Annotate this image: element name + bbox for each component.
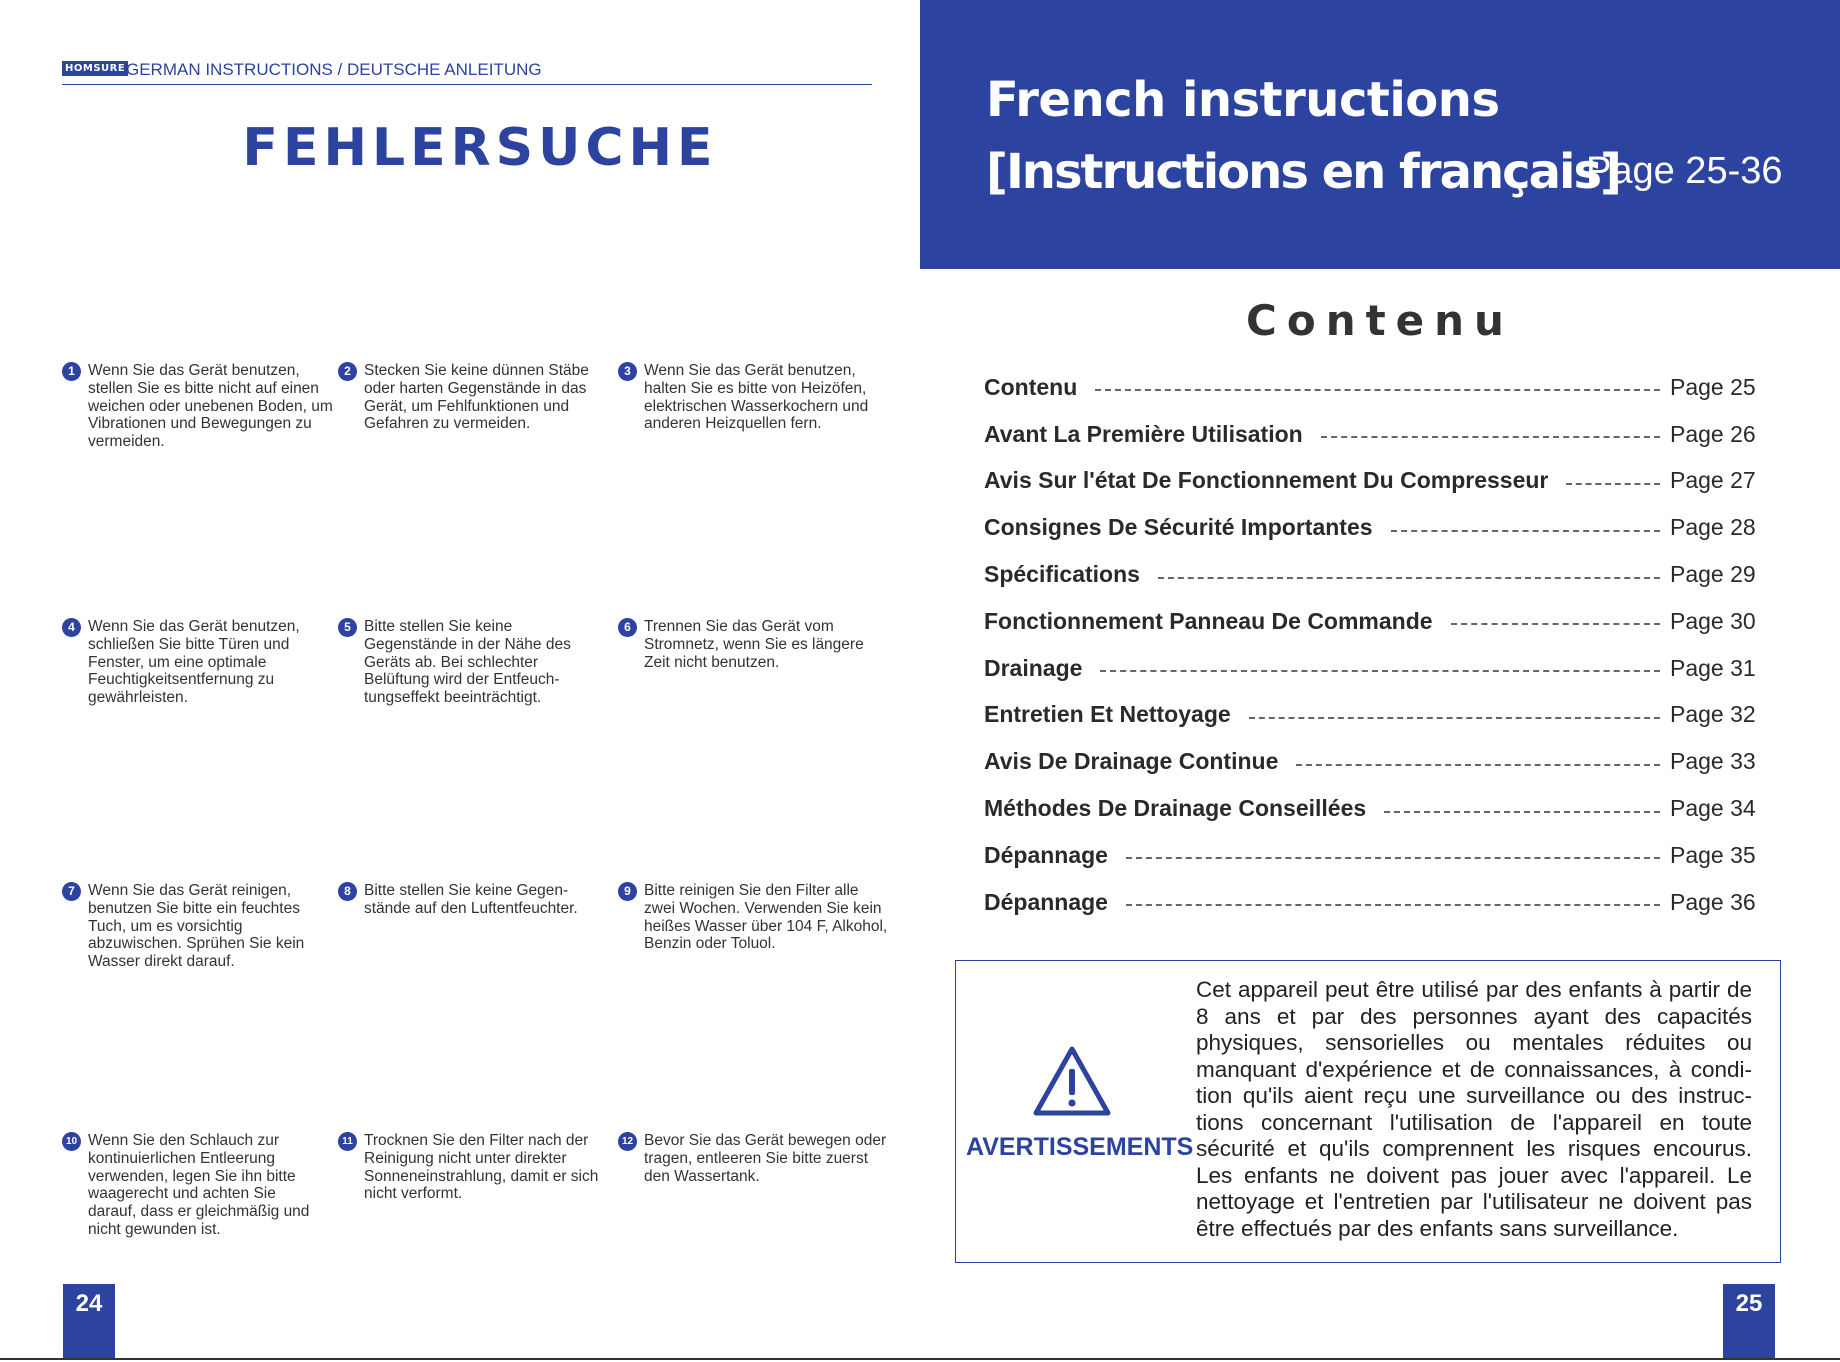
number-badge: 5 — [338, 618, 357, 637]
toc-page: Page 36 — [1670, 888, 1756, 915]
tip-text: Wenn Sie das Gerät benutzen, stellen Sie es bitte nicht auf einen weichen oder unebenen Boden, um Vibrationen und Bewegungen zu vermeiden. — [88, 362, 333, 451]
number-badge: 1 — [62, 362, 81, 381]
toc-label: Méthodes De Drainage Conseillées — [984, 795, 1367, 822]
toc-label: Contenu — [984, 373, 1078, 400]
toc-label: Fonctionnement Panneau De Commande — [984, 607, 1433, 634]
banner-title: French instructions — [986, 72, 1500, 128]
toc-entry[interactable] — [984, 645, 1756, 692]
page-title: FEHLERSUCHE — [242, 118, 718, 178]
tip-text: Bitte reinigen Sie den Filter alle zwei Wochen. Verwenden Sie kein heißes Wasser über 104 F, Alkohol, Benzin oder Toluol. — [644, 882, 888, 953]
tip-item — [62, 618, 324, 707]
toc-page: Page 28 — [1670, 514, 1756, 541]
toc-entry[interactable] — [984, 551, 1756, 598]
tip-item — [618, 882, 890, 953]
tip-text: Trennen Sie das Gerät vom Stromnetz, wenn Sie es längere Zeit nicht benutzen. — [644, 618, 864, 671]
tip-item — [338, 618, 588, 707]
toc-entry[interactable] — [984, 879, 1756, 926]
right-page — [920, 0, 1840, 1362]
toc-leader — [1095, 389, 1660, 391]
toc-label: Avant La Première Utilisation — [984, 420, 1303, 447]
toc-entry[interactable] — [984, 832, 1756, 879]
tip-item — [338, 362, 606, 433]
toc-page: Page 25 — [1670, 373, 1756, 400]
toc-title: Contenu — [1246, 296, 1514, 345]
banner-page-range: Page 25-36 — [1586, 150, 1783, 192]
tip-text: Wenn Sie das Gerät benutzen, halten Sie es bitte von Heizöfen, elektrischen Wasserkochern und anderen Heizquellen fern. — [644, 362, 869, 433]
toc-entry[interactable] — [984, 738, 1756, 785]
banner-subtitle: [Instructions en français] — [986, 144, 1620, 200]
toc-page: Page 30 — [1670, 607, 1756, 634]
number-badge: 4 — [62, 618, 81, 637]
tip-item — [338, 882, 610, 918]
number-badge: 10 — [62, 1132, 81, 1151]
warning-triangle-icon — [1032, 1045, 1112, 1117]
page-header — [62, 60, 872, 85]
tip-text: Bitte stellen Sie keine Gegen-stände auf den Luftentfeuchter. — [364, 882, 578, 917]
toc-page: Page 26 — [1670, 420, 1756, 447]
warning-box — [955, 960, 1781, 1263]
toc-label: Spécifications — [984, 561, 1140, 588]
toc-label: Avis De Drainage Continue — [984, 748, 1279, 775]
toc-leader — [1321, 436, 1660, 438]
toc-entry[interactable] — [984, 692, 1756, 739]
toc-entry[interactable] — [984, 598, 1756, 645]
toc-label: Dépannage — [984, 888, 1108, 915]
toc-label: Dépannage — [984, 841, 1108, 868]
number-badge: 8 — [338, 882, 357, 901]
header-text: GERMAN INSTRUCTIONS / DEUTSCHE ANLEITUNG — [126, 60, 542, 79]
toc-page: Page 29 — [1670, 561, 1756, 588]
tip-text: Stecken Sie keine dünnen Stäbe oder harten Gegenstände in das Gerät, um Fehlfunktionen und Gefahren zu vermeiden. — [364, 362, 589, 433]
toc-entry[interactable] — [984, 785, 1756, 832]
toc-leader — [1126, 857, 1660, 859]
toc-label: Entretien Et Nettoyage — [984, 701, 1231, 728]
tip-item — [62, 362, 334, 451]
toc-leader — [1391, 530, 1660, 532]
number-badge: 9 — [618, 882, 637, 901]
brand-logo: HOMSURE — [62, 61, 128, 76]
warning-text: Cet appareil peut être utilisé par des enfants à partir de 8 ans et par des personnes ayant des capacités physiques, sensorielles ou mentales réduites ou manquant d'expérience et de connaissances, à condi-tion qu'ils aient reçu une surveillance ou des instruc-tions concernant l'utilisation de l'appareil en toute sécurité et qu'ils comprennent les risques encourus. Les enfants ne doivent pas jouer avec l'appareil. Le nettoyage et l'entretien par l'utilisateur ne doivent pas être effectués par des enfants sans surveillance. — [1196, 977, 1752, 1241]
toc-label: Drainage — [984, 654, 1083, 681]
tip-text: Bitte stellen Sie keine Gegenstände in der Nähe des Geräts ab. Bei schlechter Belüftung wird der Entfeuch-tungseffekt beeinträchtigt. — [364, 618, 571, 707]
tip-text: Wenn Sie das Gerät benutzen, schließen Sie bitte Türen und Fenster, um eine optimale Feuchtigkeitsentfernung zu gewährleisten. — [88, 618, 300, 707]
toc-label: Avis Sur l'état De Fonctionnement Du Compresseur — [984, 467, 1549, 494]
table-of-contents — [984, 364, 1756, 926]
tip-item — [338, 1132, 610, 1203]
number-badge: 6 — [618, 618, 637, 637]
title-banner — [920, 0, 1840, 269]
toc-leader — [1100, 670, 1660, 672]
number-badge: 7 — [62, 882, 81, 901]
toc-leader — [1249, 717, 1660, 719]
number-badge: 12 — [618, 1132, 637, 1151]
tip-item — [62, 882, 324, 971]
toc-leader — [1296, 764, 1660, 766]
toc-entry[interactable] — [984, 411, 1756, 458]
tip-text: Trocknen Sie den Filter nach der Reinigung nicht unter direkter Sonneneinstrahlung, damit er sich nicht verformt. — [364, 1132, 599, 1203]
toc-page: Page 31 — [1670, 654, 1756, 681]
toc-page: Page 35 — [1670, 841, 1756, 868]
tip-item — [618, 362, 890, 433]
toc-page: Page 33 — [1670, 748, 1756, 775]
page-number: 24 — [63, 1284, 115, 1360]
toc-page: Page 27 — [1670, 467, 1756, 494]
tip-item — [618, 1132, 890, 1185]
toc-page: Page 34 — [1670, 795, 1756, 822]
toc-entry[interactable] — [984, 364, 1756, 411]
warning-label: AVERTISSEMENTS — [966, 1133, 1194, 1161]
tip-item — [618, 618, 890, 671]
toc-entry[interactable] — [984, 458, 1756, 505]
tip-text: Bevor Sie das Gerät bewegen oder tragen, entleeren Sie bitte zuerst den Wassertank. — [644, 1132, 887, 1185]
toc-leader — [1158, 577, 1660, 579]
toc-label: Consignes De Sécurité Importantes — [984, 514, 1373, 541]
tip-text: Wenn Sie das Gerät reinigen, benutzen Sie bitte ein feuchtes Tuch, um es vorsichtig abzuwischen. Sprühen Sie kein Wasser direkt darauf. — [88, 882, 305, 971]
toc-page: Page 32 — [1670, 701, 1756, 728]
number-badge: 11 — [338, 1132, 357, 1151]
tip-item — [62, 1132, 324, 1239]
number-badge: 3 — [618, 362, 637, 381]
tip-text: Wenn Sie den Schlauch zur kontinuierlichen Entleerung verwenden, legen Sie ihn bitte waagerecht und achten Sie darauf, dass er gleichmäßig und nicht gewunden ist. — [88, 1132, 310, 1238]
toc-leader — [1451, 623, 1660, 625]
page-number: 25 — [1723, 1284, 1775, 1360]
toc-leader — [1384, 811, 1660, 813]
toc-entry[interactable] — [984, 504, 1756, 551]
bottom-divider — [0, 1358, 1840, 1360]
toc-leader — [1126, 904, 1660, 906]
toc-leader — [1566, 483, 1660, 485]
number-badge: 2 — [338, 362, 357, 381]
